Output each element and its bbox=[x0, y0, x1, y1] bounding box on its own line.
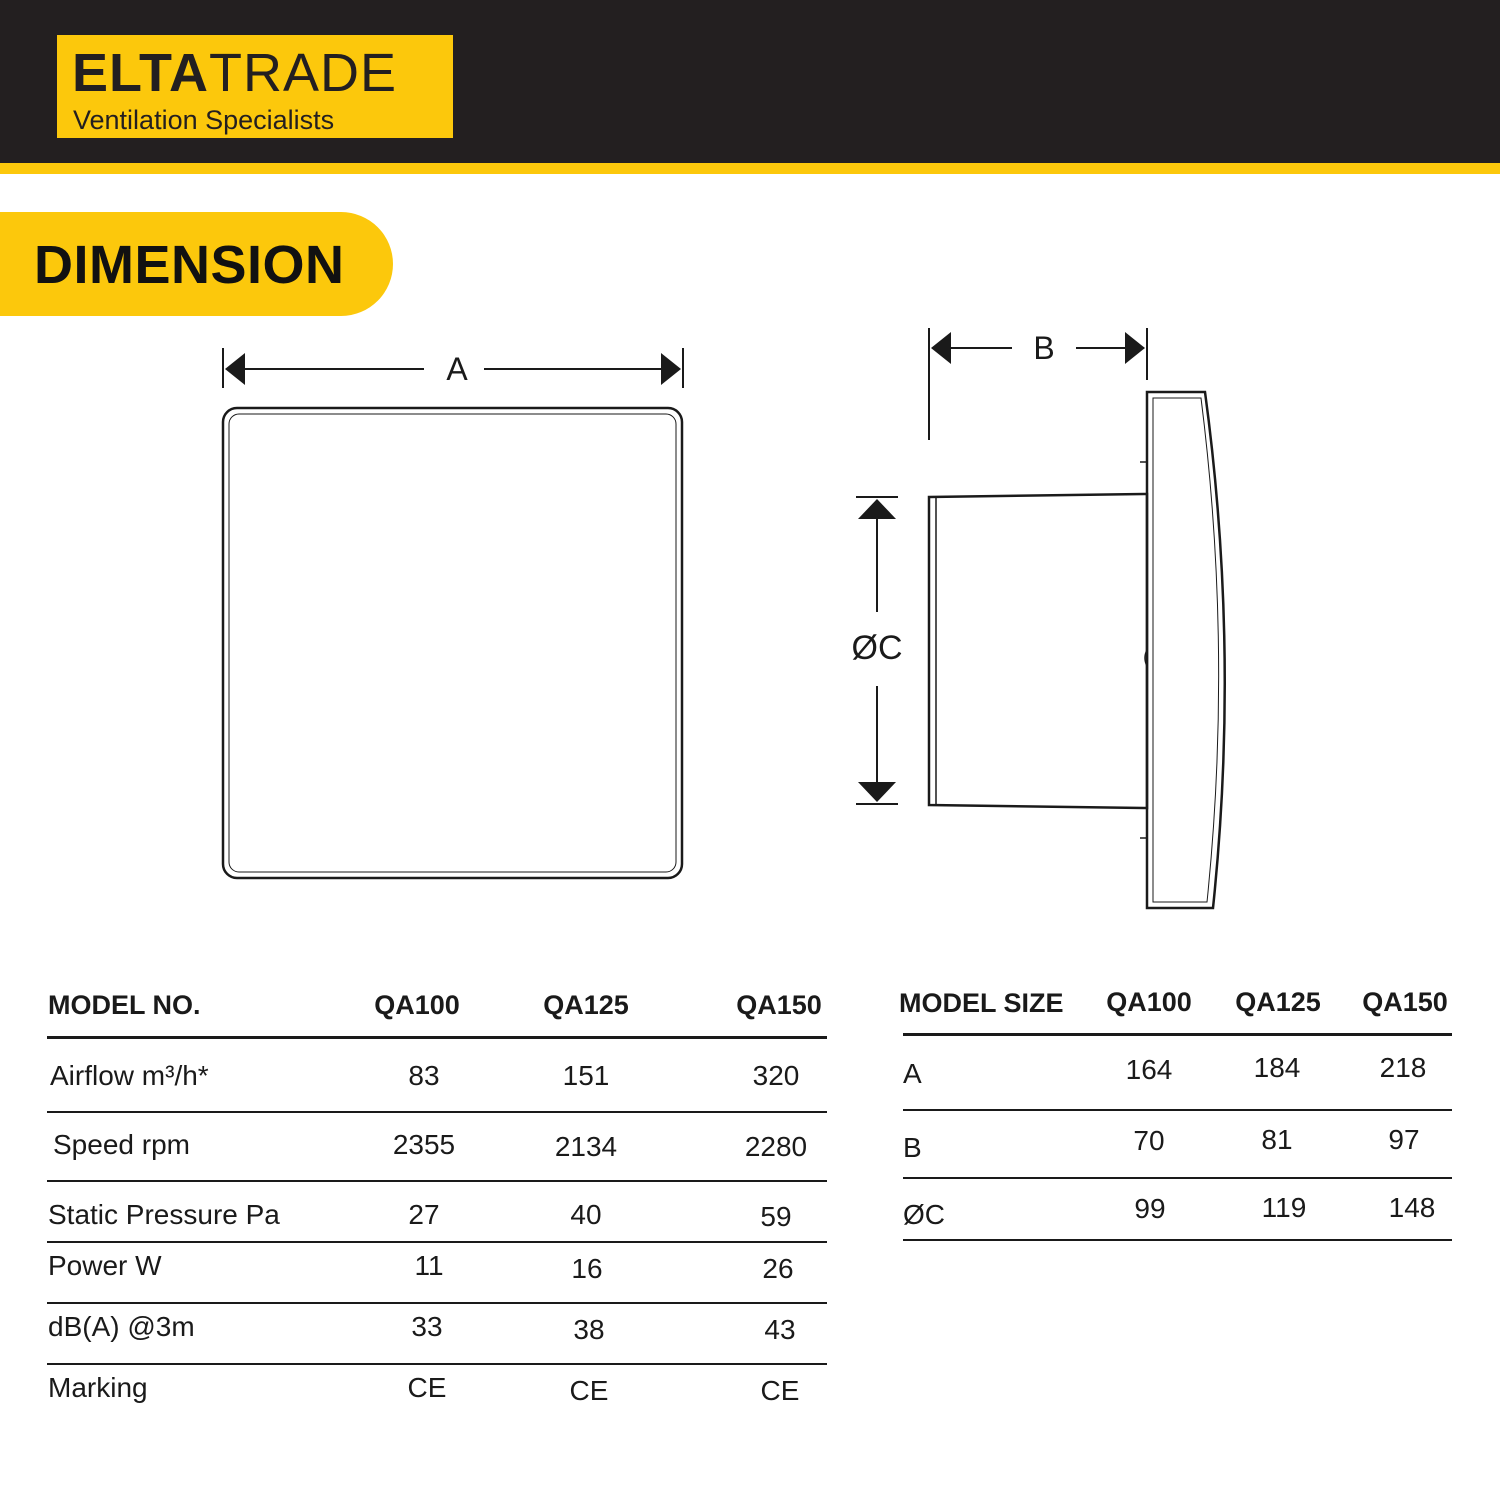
spec-row-label: Power W bbox=[48, 1250, 162, 1281]
size-row-label: ØC bbox=[903, 1199, 945, 1230]
size-cell: 70 bbox=[1133, 1125, 1165, 1156]
section-tab bbox=[0, 212, 393, 316]
spec-cell: 2355 bbox=[392, 1129, 456, 1160]
spec-row-rule bbox=[47, 1363, 827, 1365]
dimension-drawing bbox=[0, 320, 1500, 920]
spec-row-label: Static Pressure Pa bbox=[48, 1199, 280, 1230]
size-row-rule bbox=[903, 1109, 1452, 1111]
spec-cell: 27 bbox=[408, 1199, 440, 1230]
brand-name-light: TRADE bbox=[208, 43, 397, 103]
spec-cell: 33 bbox=[411, 1311, 443, 1342]
spec-cell: 151 bbox=[562, 1060, 610, 1091]
size-cell: 99 bbox=[1134, 1193, 1166, 1224]
size-row-rule bbox=[903, 1177, 1452, 1179]
spec-header-rule bbox=[47, 1036, 827, 1039]
spec-row-rule bbox=[47, 1180, 827, 1182]
spec-row-rule bbox=[47, 1241, 827, 1243]
spec-row-rule bbox=[47, 1111, 827, 1113]
ce-mark-icon: CE bbox=[569, 1375, 609, 1406]
size-row-label: A bbox=[903, 1058, 922, 1089]
spec-cell: 320 bbox=[752, 1060, 800, 1091]
spec-cell: 40 bbox=[570, 1199, 602, 1230]
spec-row-label: Marking bbox=[48, 1372, 148, 1403]
spec-cell: 26 bbox=[762, 1253, 794, 1284]
spec-header-model: MODEL NO. bbox=[48, 990, 201, 1020]
spec-row-rule bbox=[47, 1302, 827, 1304]
header-stripe bbox=[0, 163, 1500, 174]
spec-header-qa125: QA125 bbox=[543, 990, 629, 1020]
brand-name-bold: ELTA bbox=[72, 43, 209, 103]
spec-row-label: Speed rpm bbox=[53, 1129, 190, 1160]
ce-mark-icon: CE bbox=[760, 1375, 800, 1406]
spec-header-qa150: QA150 bbox=[736, 990, 822, 1020]
size-cell: 119 bbox=[1261, 1192, 1307, 1223]
spec-header-qa100: QA100 bbox=[374, 990, 460, 1020]
brand-logo bbox=[57, 35, 453, 138]
spec-cell: 11 bbox=[414, 1250, 444, 1281]
size-row-rule bbox=[903, 1239, 1452, 1241]
size-header-qa150: QA150 bbox=[1362, 987, 1448, 1017]
spec-cell: 38 bbox=[573, 1314, 605, 1345]
size-cell: 148 bbox=[1388, 1192, 1436, 1223]
side-view bbox=[929, 392, 1225, 908]
spec-row-label: Airflow m³/h* bbox=[50, 1060, 209, 1091]
label-b: B bbox=[1033, 330, 1055, 366]
spec-cell: 59 bbox=[760, 1201, 792, 1232]
size-header-rule bbox=[903, 1033, 1452, 1036]
section-title: DIMENSION bbox=[34, 235, 345, 295]
size-header-qa125: QA125 bbox=[1235, 987, 1321, 1017]
spec-cell: 43 bbox=[764, 1314, 796, 1345]
size-cell: 218 bbox=[1379, 1052, 1427, 1083]
label-a: A bbox=[446, 351, 468, 387]
size-row-label: B bbox=[903, 1132, 922, 1163]
spec-row-label: dB(A) @3m bbox=[48, 1311, 195, 1342]
spec-cell: 83 bbox=[408, 1060, 440, 1091]
front-view bbox=[223, 408, 682, 878]
size-cell: 184 bbox=[1253, 1052, 1301, 1083]
spec-cell: 2280 bbox=[744, 1131, 808, 1162]
spec-cell: 16 bbox=[571, 1253, 603, 1284]
size-header-qa100: QA100 bbox=[1106, 987, 1192, 1017]
size-cell: 81 bbox=[1261, 1124, 1293, 1155]
label-c: ØC bbox=[851, 629, 903, 667]
brand-tagline: Ventilation Specialists bbox=[73, 105, 335, 135]
brand-name bbox=[72, 41, 397, 105]
ce-mark-icon: CE bbox=[407, 1372, 447, 1403]
size-cell: 164 bbox=[1125, 1054, 1173, 1085]
spec-cell: 2134 bbox=[554, 1131, 618, 1162]
size-cell: 97 bbox=[1388, 1124, 1420, 1155]
size-header-model: MODEL SIZE bbox=[899, 988, 1064, 1018]
